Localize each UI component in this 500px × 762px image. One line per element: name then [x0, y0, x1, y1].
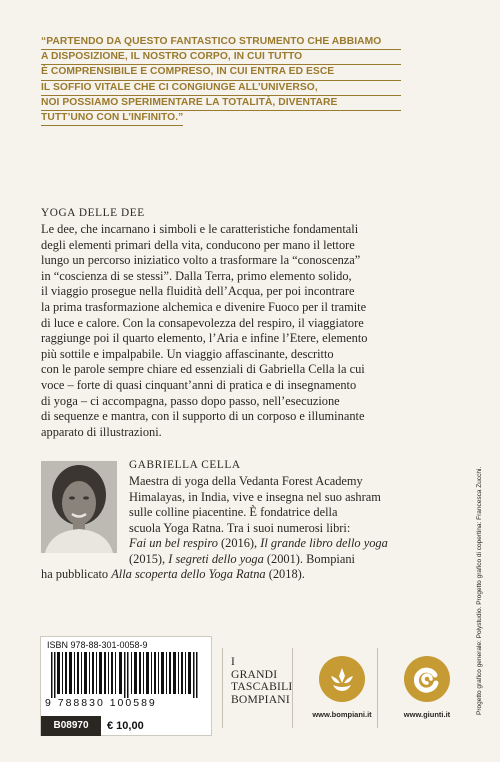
giunti-logo [404, 656, 450, 702]
bio-line: Himalayas, in India, vive e insegna nel suo ashram [129, 489, 381, 504]
barcode-bars [45, 652, 209, 698]
book-title: Il grande libro dello yoga [260, 536, 388, 550]
quote-line: IL SOFFIO VITALE CHE CI CONGIUNGE ALL’UNIVERSO, [41, 81, 401, 96]
bio-text: (2018). [265, 567, 305, 581]
series-line: TASCABILI [231, 680, 293, 694]
blurb-line: apparato di illustrazioni. [41, 424, 162, 439]
divider [377, 648, 378, 728]
quote-line: È COMPRENSIBILE E COMPRESO, IN CUI ENTRA ED ESCE [41, 65, 401, 80]
barcode-panel [40, 636, 212, 736]
author-bio [41, 474, 469, 583]
author-photo [41, 461, 117, 553]
quote-line: A DISPOSIZIONE, IL NOSTRO CORPO, IN CUI TUTTO [41, 50, 401, 65]
series-name [231, 655, 293, 706]
divider [292, 648, 293, 728]
book-title: I segreti dello yoga [168, 551, 264, 566]
bio-line: sulle colline piacentine. È fondatrice della [129, 505, 338, 519]
author-name: GABRIELLA CELLA [129, 459, 241, 471]
blurb-line: degli elementi primari della vita, conducono per mano il lettore [41, 237, 355, 252]
bio-text: (2001). Bompiani [263, 551, 355, 566]
bio-line: scuola Yoga Ratna. Tra i suoi numerosi libri: [129, 520, 351, 535]
swirl-icon [404, 656, 450, 702]
bio-line: Maestra di yoga della Vedanta Forest Academy [129, 474, 363, 488]
blurb-line: con le parole sempre chiare ed essenziali di Gabriella Cella la cui [41, 362, 365, 377]
giunti-url: www.giunti.it [403, 710, 451, 719]
blurb-line: in “coscienza di se stessi”. Dalla Terra, primo elemento solido, [41, 268, 352, 283]
barcode-digits: 9 788830 100589 [45, 697, 157, 709]
blurb-line: di sequenze e mantra, con il supporto di un corposo e illuminante [41, 409, 365, 424]
blurb-line: voce – forte di quasi cinquant’anni di pratica e di insegnamento [41, 377, 357, 392]
bompiani-logo [319, 656, 365, 702]
blurb-line: la prima trasformazione alchemica e divenire Fuoco per il tramite [41, 299, 367, 314]
book-title: Alla scoperta dello Yoga Ratna [111, 567, 266, 581]
author-portrait [41, 461, 117, 553]
quote-line: “PARTENDO DA QUESTO FANTASTICO STRUMENTO CHE ABBIAMO [41, 35, 401, 50]
bio-line [129, 552, 469, 568]
bio-line [129, 536, 469, 552]
lotus-icon [319, 656, 365, 702]
section-title: YOGA DELLE DEE [41, 207, 145, 219]
bio-text: (2016), [217, 536, 261, 550]
price-label: € 10,00 [107, 720, 144, 732]
blurb-line: raggiunge poi il quarto elemento, l’Aria e infine l’Etere, elemento [41, 331, 368, 346]
bio-line [41, 567, 469, 583]
blurb-line: lungo un percorso iniziatico volto a trasformare la “conoscenza” [41, 253, 361, 268]
product-code-badge: B08970 [41, 716, 101, 736]
pull-quote [41, 35, 401, 126]
blurb-line: Le dee, che incarnano i simboli e le caratteristiche fondamentali [41, 222, 359, 236]
blurb-line: più sottile e impalpabile. Un viaggio affascinante, descritto [41, 346, 334, 361]
blurb-line: di luce e calore. Con la consapevolezza del respiro, il viaggiatore [41, 315, 364, 330]
design-credits: Progetto grafico generale: Polystudio. Progetto grafico di copertina: Francesca Zucchi. [476, 466, 483, 715]
blurb-text [41, 222, 461, 440]
quote-line: NOI POSSIAMO SPERIMENTARE LA TOTALITÀ, DIVENTARE [41, 96, 401, 111]
blurb-line: il viaggio prosegue nella fluidità dell’Acqua, per poi incontrare [41, 284, 355, 299]
book-title: Fai un bel respiro [129, 536, 218, 550]
quote-line: TUTT’UNO CON L’INFINITO.” [41, 111, 183, 126]
series-line: I GRANDI [231, 655, 278, 681]
bio-text: ha pubblicato [41, 567, 112, 581]
series-line: BOMPIANI [231, 692, 290, 706]
isbn-label: ISBN 978-88-301-0058-9 [47, 640, 148, 650]
divider [222, 648, 223, 728]
bompiani-url: www.bompiani.it [312, 710, 372, 719]
bio-text: (2015), [129, 551, 169, 566]
blurb-line: di yoga – ci accompagna, passo dopo passo, nell’esecuzione [41, 393, 340, 408]
